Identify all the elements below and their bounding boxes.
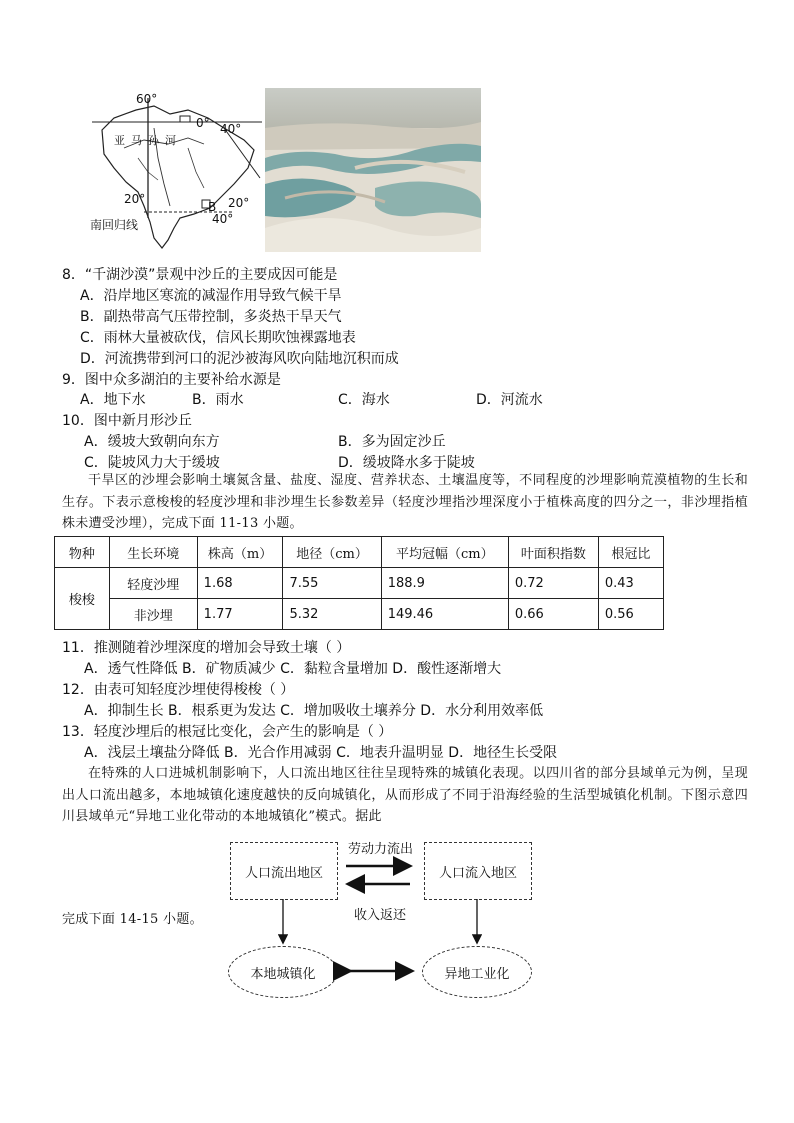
table-header-cell: 株高（m） (197, 537, 283, 568)
question-11-stem: 11．推测随着沙埋深度的增加会导致土壤（ ） (62, 640, 351, 656)
table-header-cell: 地径（cm） (283, 537, 381, 568)
question-9-option-d: D．河流水 (476, 392, 543, 408)
table-cell: 0.72 (508, 568, 598, 599)
question-8-option-d: D．河流携带到河口的泥沙被海风吹向陆地沉积而成 (80, 351, 399, 367)
table-cell: 非沙埋 (109, 599, 197, 630)
label-labor-outflow: 劳动力流出 (348, 842, 414, 857)
table-cell: 7.55 (283, 568, 381, 599)
question-10-option-d: D．缓坡降水多于陡坡 (338, 455, 475, 471)
question-13-options: A．浅层土壤盐分降低 B．光合作用减弱 C．地表升温明显 D．地径生长受限 (84, 745, 558, 761)
table-header-cell: 生长环境 (109, 537, 197, 568)
passage-urbanization-end: 完成下面 14-15 小题。 (62, 912, 203, 927)
question-9-option-b: B．雨水 (192, 392, 244, 408)
passage-urbanization: 在特殊的人口进城机制影响下，人口流出地区往往呈现特殊的城镇化表现。以四川省的部分县域单元为例，呈现出人口流出越多，本地城镇化速度越快的反向城镇化，从而形成了不同于沿海经验的生活型城镇化机制。下图示意四川县域单元“异地工业化带动的本地城镇化”模式。据此 (62, 766, 748, 824)
question-9-option-c: C．海水 (338, 392, 390, 408)
map-label-40-bottom: 40° (212, 212, 234, 226)
table-cell: 188.9 (381, 568, 508, 599)
table-header-cell: 平均冠幅（cm） (381, 537, 508, 568)
population-outflow-box: 人口流出地区 (230, 842, 338, 900)
table-cell: 0.43 (598, 568, 663, 599)
table-header-cell: 根冠比 (598, 537, 663, 568)
question-13-stem: 13．轻度沙埋后的根冠比变化，会产生的影响是（ ） (62, 724, 393, 740)
question-9-stem: 9．图中众多湖泊的主要补给水源是 (62, 372, 281, 388)
question-12-stem: 12．由表可知轻度沙埋使得梭梭（ ） (62, 682, 295, 698)
question-8-option-b: B．副热带高气压带控制，多炎热干旱天气 (80, 309, 342, 325)
local-urbanization-oval: 本地城镇化 (228, 946, 338, 998)
map-label-60: 60° (136, 92, 158, 106)
map-label-20-right: 20° (228, 196, 250, 210)
map-label-40-top: 40° (220, 122, 242, 136)
question-11-options: A．透气性降低 B．矿物质减少 C．黏粒含量增加 D．酸性逐渐增大 (84, 661, 502, 677)
question-10-option-b: B．多为固定沙丘 (338, 434, 446, 450)
table-cell: 1.68 (197, 568, 283, 599)
population-inflow-box: 人口流入地区 (424, 842, 532, 900)
question-12-options: A．抑制生长 B．根系更为发达 C．增加吸收土壤养分 D．水分利用效率低 (84, 703, 544, 719)
table-cell: 1.77 (197, 599, 283, 630)
table-species-cell: 梭梭 (55, 568, 110, 630)
question-8-stem: 8．“千湖沙漠”景观中沙丘的主要成因可能是 (62, 267, 338, 283)
question-8-option-c: C．雨林大量被砍伐，信风长期吹蚀裸露地表 (80, 330, 356, 346)
passage-sand-burial: 干旱区的沙埋会影响土壤氮含量、盐度、湿度、营养状态、土壤温度等，不同程度的沙埋影响荒漠植物的生长和生存。下表示意梭梭的轻度沙埋和非沙埋生长参数差异（轻度沙埋指沙埋深度小于植株高度的四分之一，非沙埋指植株未遭受沙埋），完成下面 11-13 小题。 (62, 473, 748, 531)
table-cell: 5.32 (283, 599, 381, 630)
label-income-return: 收入返还 (354, 908, 407, 923)
map-label-tropic: 南回归线 (90, 218, 139, 232)
question-10-option-a: A．缓坡大致朝向东方 (84, 434, 220, 450)
map-label-b: B (208, 200, 217, 214)
map-label-amazon: 亚马孙河 (114, 134, 182, 147)
table-header-cell: 物种 (55, 537, 110, 568)
table-cell: 0.66 (508, 599, 598, 630)
question-10-stem: 10．图中新月形沙丘 (62, 413, 192, 429)
table-cell: 0.56 (598, 599, 663, 630)
table-header-cell: 叶面积指数 (508, 537, 598, 568)
map-label-20-left: 20° (124, 192, 146, 206)
table-cell: 轻度沙埋 (109, 568, 197, 599)
table-cell: 149.46 (381, 599, 508, 630)
question-9-option-a: A．地下水 (80, 392, 146, 408)
question-10-option-c: C．陡坡风力大于缓坡 (84, 455, 220, 471)
map-label-0: 0° (196, 116, 210, 130)
question-8-option-a: A．沿岸地区寒流的减湿作用导致气候干旱 (80, 288, 342, 304)
remote-industrialization-oval: 异地工业化 (422, 946, 532, 998)
